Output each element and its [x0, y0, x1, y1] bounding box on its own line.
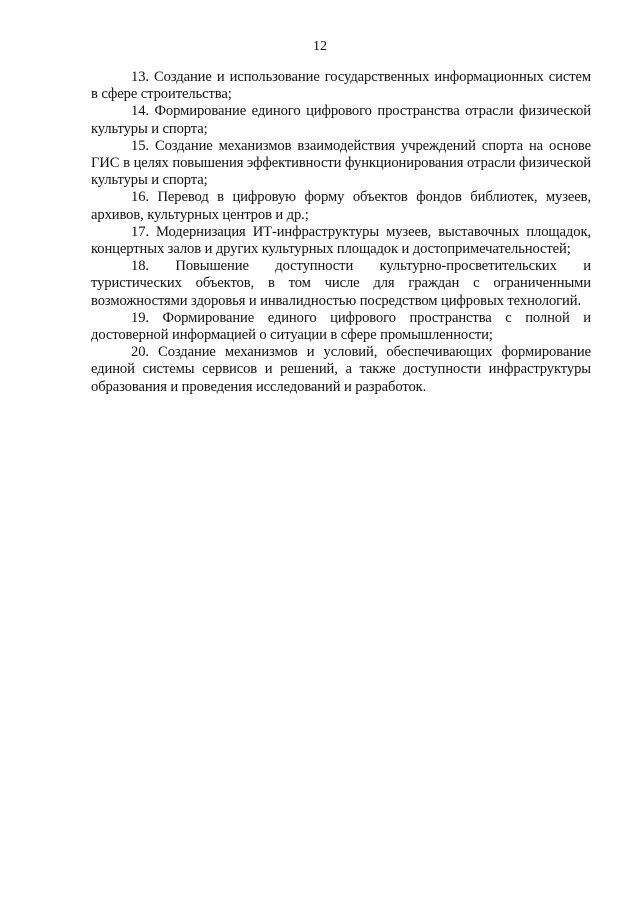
- page-number: 12: [313, 39, 327, 54]
- list-item-18: 18. Повышение доступности культурно-просветительских и туристических объектов, в том числе для граждан с ограниченными возможностями здоровья и инвалидностью посредством цифровых технологий.: [91, 258, 591, 309]
- list-item-15: 15. Создание механизмов взаимодействия учреждений спорта на основе ГИС в целях повышения эффективности функционирования отрасли физической культуры и спорта;: [91, 137, 591, 189]
- list-item-19: 19. Формирование единого цифрового пространства с полной и достоверной информацией о ситуации в сфере промышленности;: [91, 309, 591, 344]
- list-item-16: 16. Перевод в цифровую форму объектов фондов библиотек, музеев, архивов, культурных центров и др.;: [91, 189, 591, 223]
- list-item-13: 13. Создание и использование государственных информационных систем в сфере строительства;: [91, 69, 591, 103]
- list-item-17: 17. Модернизация ИТ-инфраструктуры музеев, выставочных площадок, концертных залов и других культурных площадок и достопримечательностей;: [91, 223, 591, 258]
- list-item-20: 20. Создание механизмов и условий, обеспечивающих формирование единой системы сервисов и решений, а также доступности инфраструктуры образования и проведения исследований и разработок.: [91, 344, 591, 395]
- list-item-14: 14. Формирование единого цифрового пространства отрасли физической культуры и спорта;: [91, 103, 591, 137]
- document-body: [91, 69, 591, 396]
